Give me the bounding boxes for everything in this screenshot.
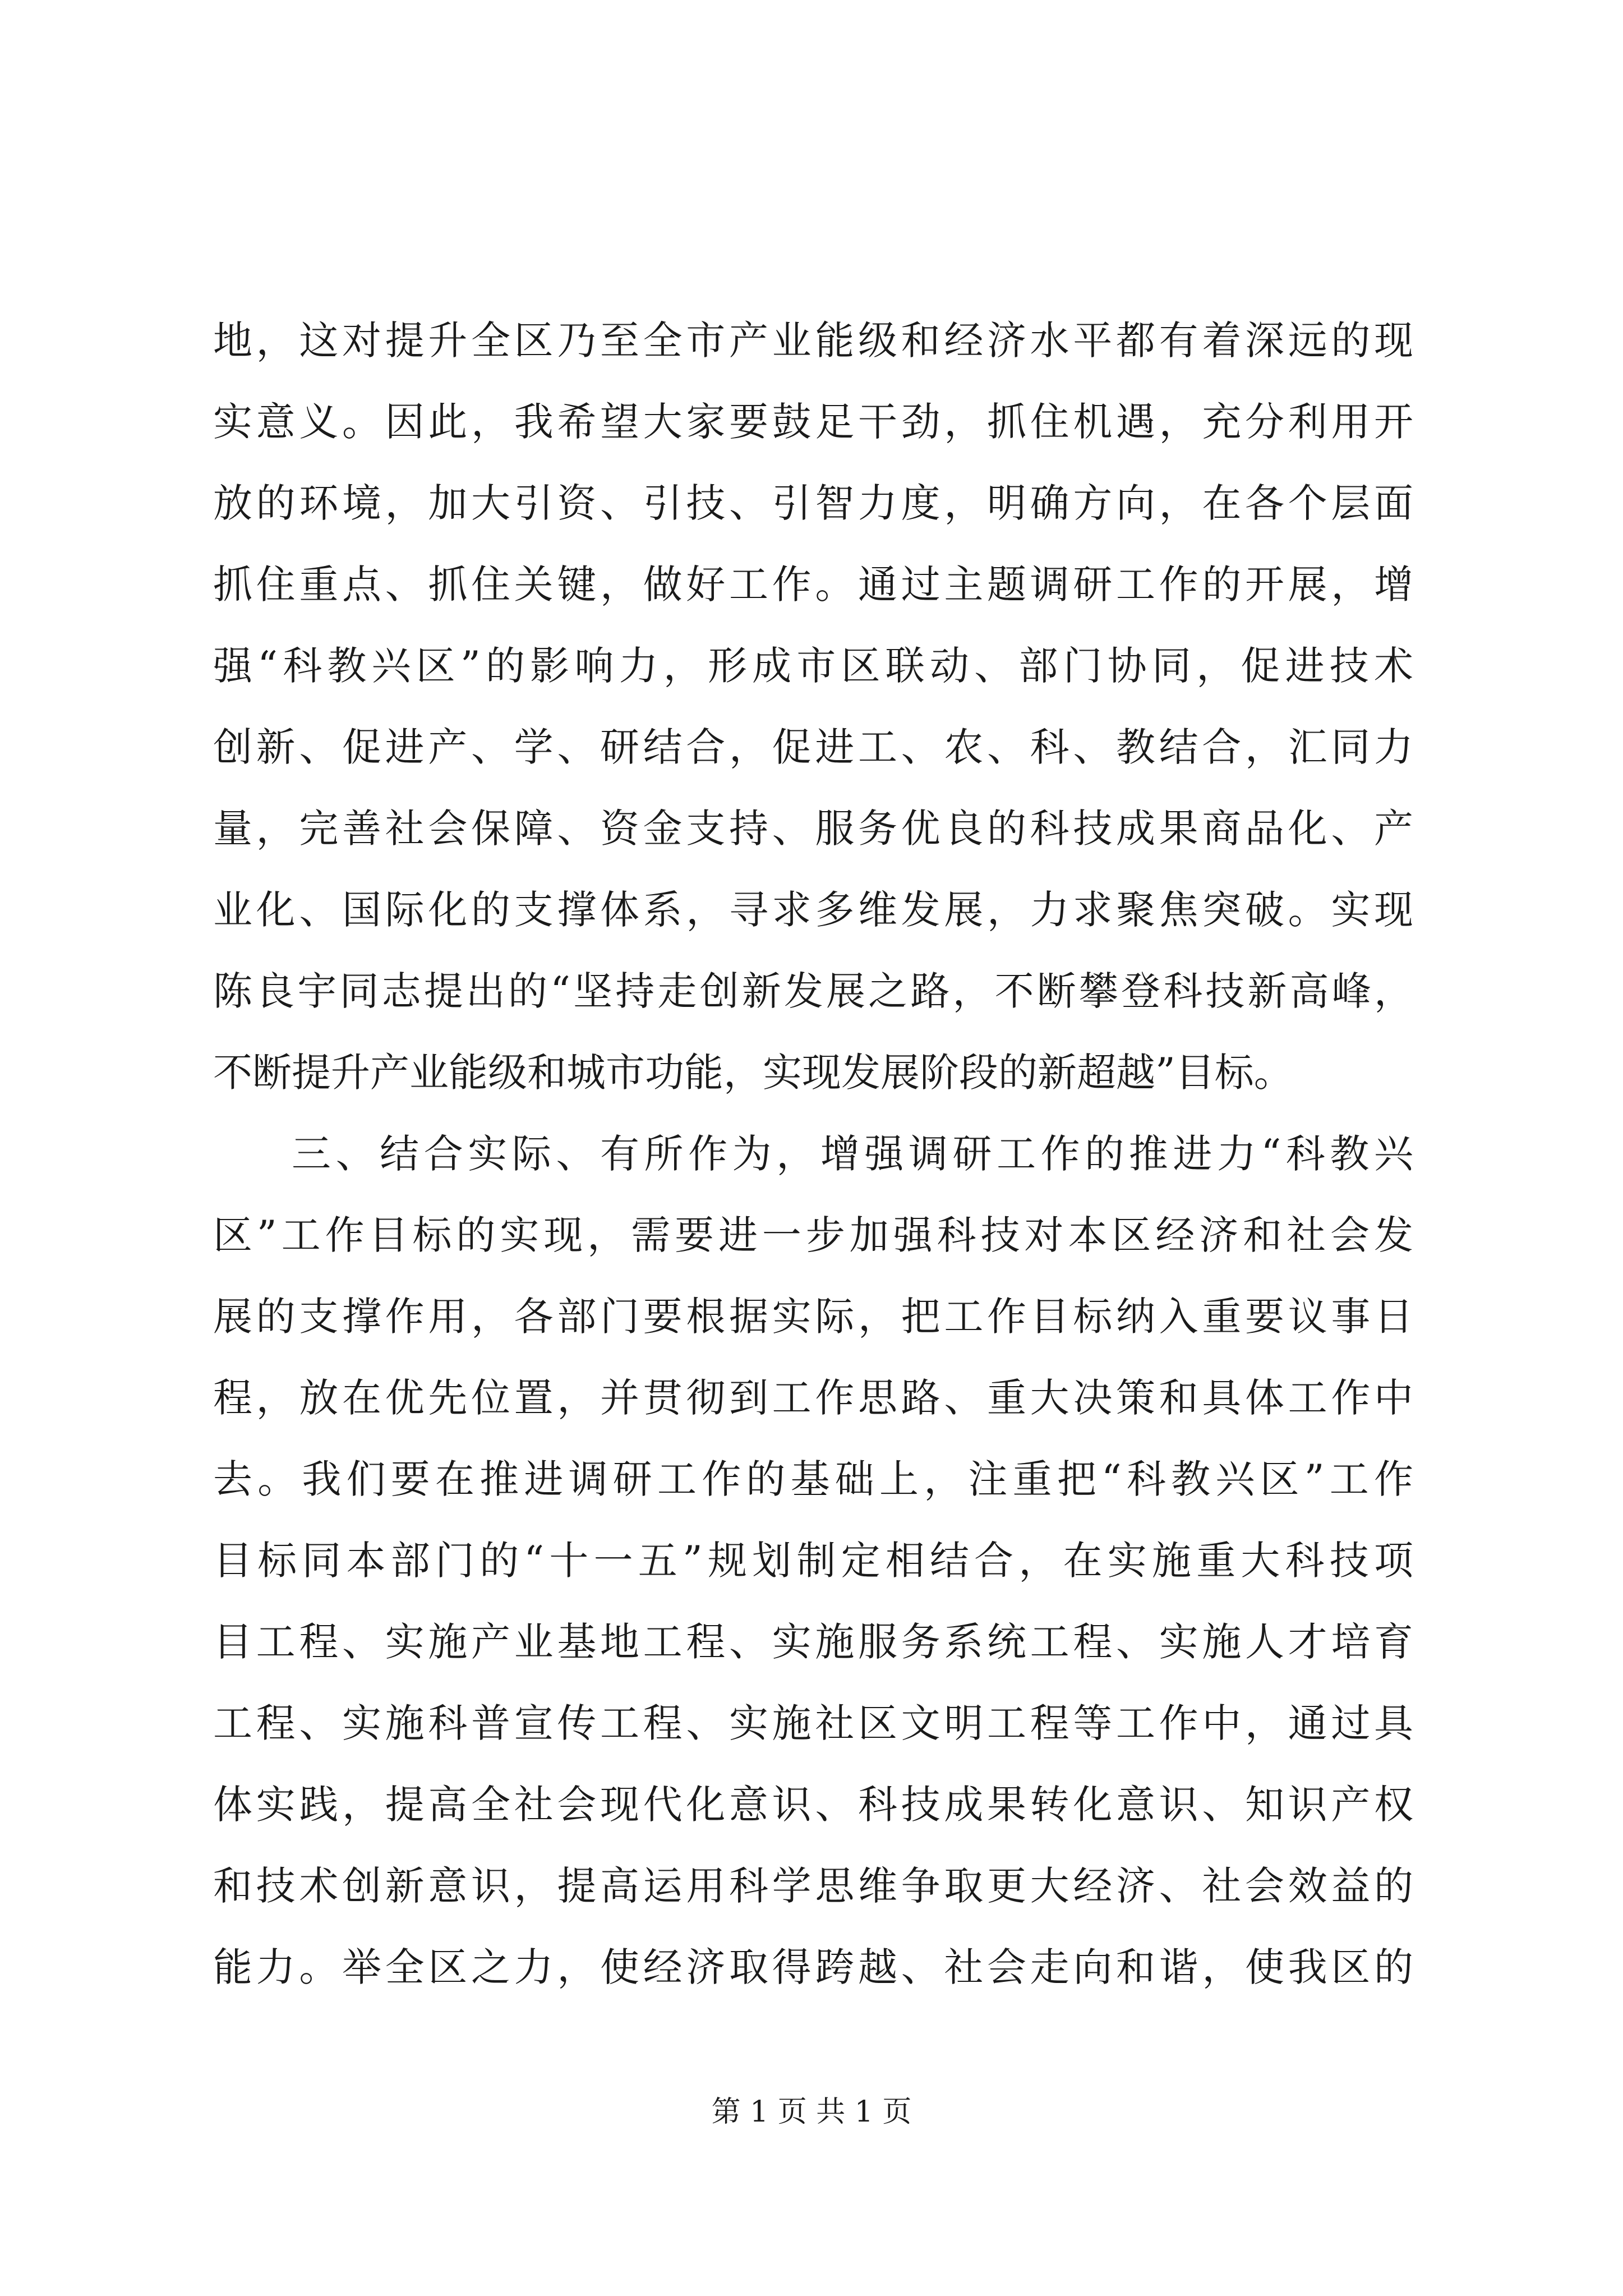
document-body: [213, 300, 1413, 2008]
text-line: 业化、国际化的支撑体系，寻求多维发展，力求聚焦突破。实现: [213, 887, 1413, 933]
text-line: 放的环境，加大引资、引技、引智力度，明确方向，在各个层面: [213, 480, 1413, 526]
text-line: 目标同本部门的“十一五”规划制定相结合，在实施重大科技项: [213, 1538, 1413, 1584]
text-line: 地，这对提升全区乃至全市产业能级和经济水平都有着深远的现: [213, 318, 1413, 364]
paragraph-end-line: 不断提升产业能级和城市功能，实现发展阶段的新超越”目标。: [213, 1050, 1293, 1096]
text-line: 陈良宇同志提出的“坚持走创新发展之路，不断攀登科技新高峰，: [213, 968, 1413, 1014]
section-heading-line: 三、结合实际、有所作为，增强调研工作的推进力“科教兴: [292, 1131, 1413, 1177]
page-number-footer: 第 1 页 共 1 页: [711, 2095, 912, 2129]
text-line: 程，放在优先位置，并贯彻到工作思路、重大决策和具体工作中: [213, 1375, 1413, 1421]
text-line: 体实践，提高全社会现代化意识、科技成果转化意识、知识产权: [213, 1782, 1413, 1828]
text-line: 去。我们要在推进调研工作的基础上，注重把“科教兴区”工作: [213, 1456, 1413, 1502]
text-line: 抓住重点、抓住关键，做好工作。通过主题调研工作的开展，增: [213, 562, 1413, 608]
text-line: 展的支撑作用，各部门要根据实际，把工作目标纳入重要议事日: [213, 1294, 1413, 1340]
text-line: 区”工作目标的实现，需要进一步加强科技对本区经济和社会发: [213, 1212, 1413, 1258]
text-line: 实意义。因此，我希望大家要鼓足干劲，抓住机遇，充分利用开: [213, 399, 1413, 445]
text-line: 和技术创新意识，提高运用科学思维争取更大经济、社会效益的: [213, 1863, 1413, 1909]
text-line: 目工程、实施产业基地工程、实施服务系统工程、实施人才培育: [213, 1619, 1413, 1665]
text-line: 量，完善社会保障、资金支持、服务优良的科技成果商品化、产: [213, 806, 1413, 852]
text-line: 工程、实施科普宣传工程、实施社区文明工程等工作中，通过具: [213, 1700, 1413, 1746]
text-line: 能力。举全区之力，使经济取得跨越、社会走向和谐，使我区的: [213, 1944, 1413, 1990]
text-line: 创新、促进产、学、研结合，促进工、农、科、教结合，汇同力: [213, 724, 1413, 770]
text-line: 强“科教兴区”的影响力，形成市区联动、部门协同，促进技术: [213, 643, 1413, 689]
